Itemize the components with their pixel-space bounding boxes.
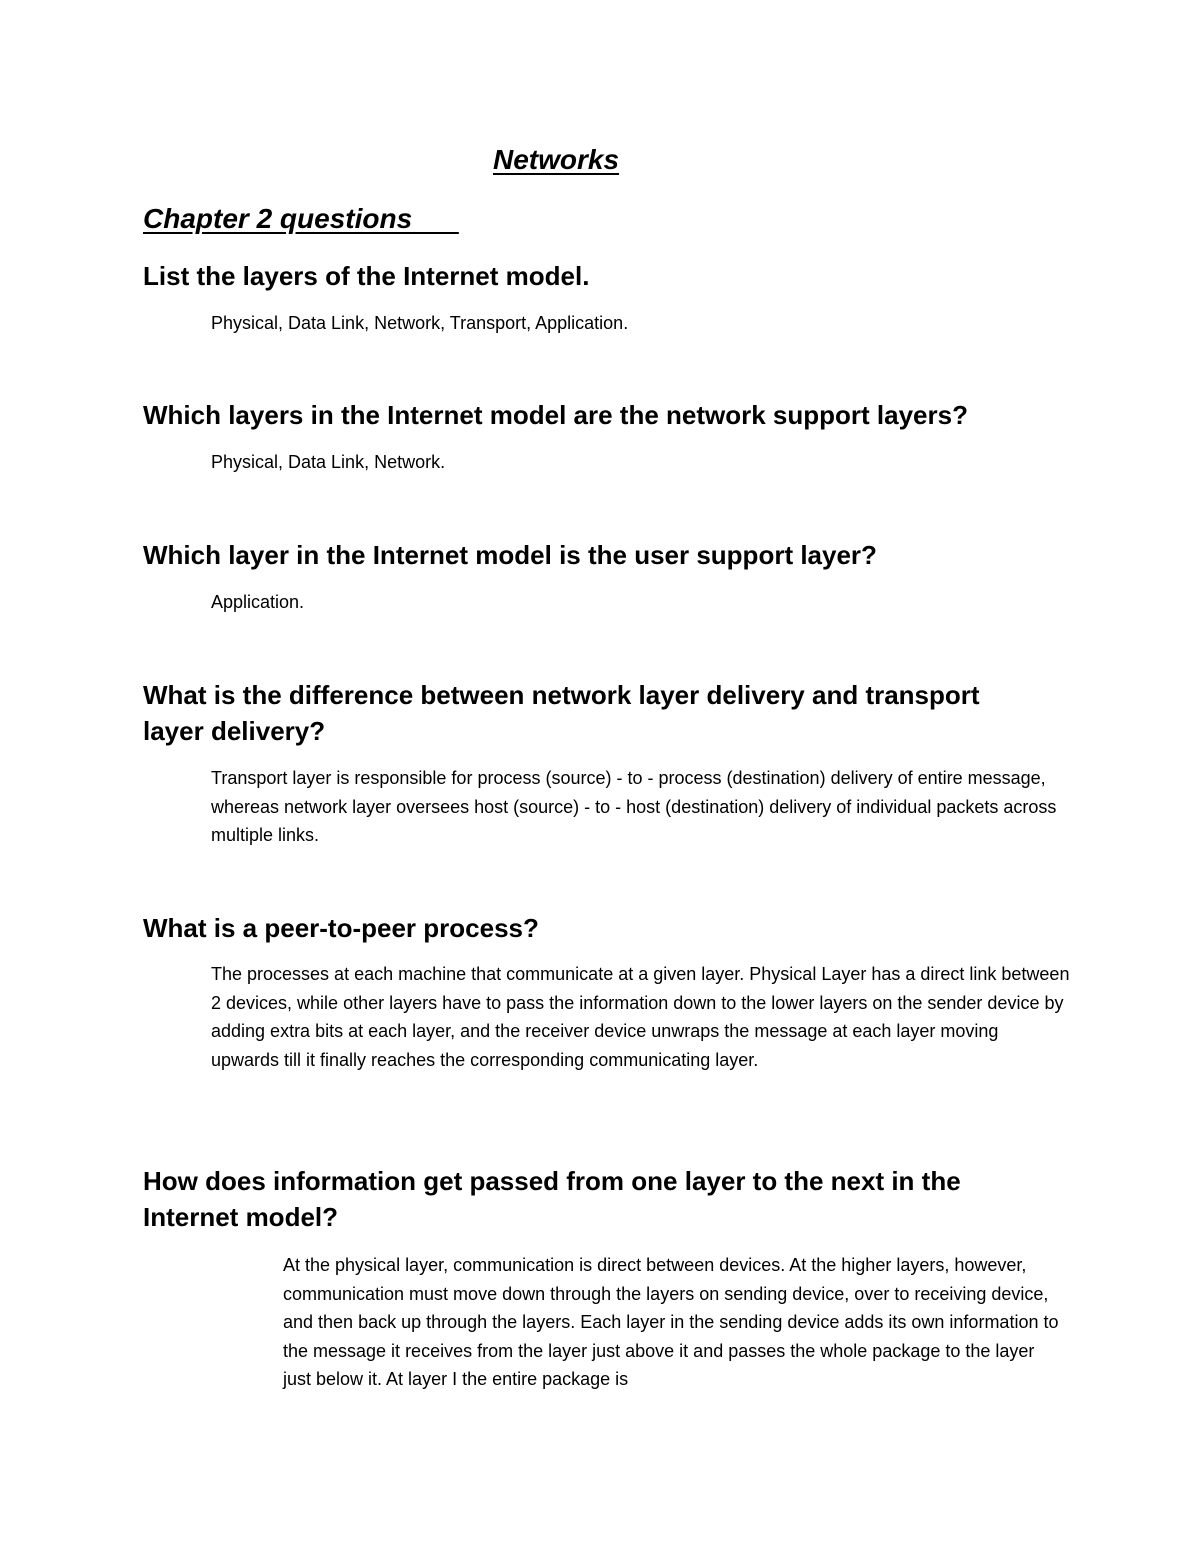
- answer-2: Physical, Data Link, Network.: [211, 452, 446, 472]
- question-3: Which layer in the Internet model is the user support layer?: [143, 540, 877, 570]
- chapter-heading: Chapter 2 questions: [143, 203, 459, 234]
- question-2: Which layers in the Internet model are the network support layers?: [143, 400, 968, 430]
- question-5: What is a peer-to-peer process?: [143, 913, 539, 943]
- question-6: How does information get passed from one layer to the next in the Internet model?: [143, 1166, 961, 1232]
- answer-1: Physical, Data Link, Network, Transport, Application.: [211, 313, 629, 333]
- answer-4: Transport layer is responsible for process (source) - to - process (destination) delivery of entire message, whereas network layer oversees host (source) - to - host (destination) delivery of individual packets across multiple links.: [211, 768, 1057, 845]
- question-1: List the layers of the Internet model.: [143, 261, 590, 291]
- document-title: Networks: [492, 144, 620, 175]
- answer-5: The processes at each machine that communicate at a given layer. Physical Layer has a direct link between 2 devices, while other layers have to pass the information down to the lower layers on the sender device by adding extra bits at each layer, and the receiver device unwraps the message at each layer moving upwards till it finally reaches the corresponding communicating layer.: [211, 964, 1070, 1070]
- answer-6: At the physical layer, communication is direct between devices. At the higher layers, however, communication must move down through the layers on sending device, over to receiving device, and then back up through the layers. Each layer in the sending device adds its own information to the message it receives from the layer just above it and passes the whole package to the layer just below it. At layer I the entire package is: [283, 1255, 1059, 1389]
- answer-3: Application.: [211, 592, 305, 612]
- question-4: What is the difference between network layer delivery and transport layer delivery?: [143, 680, 980, 746]
